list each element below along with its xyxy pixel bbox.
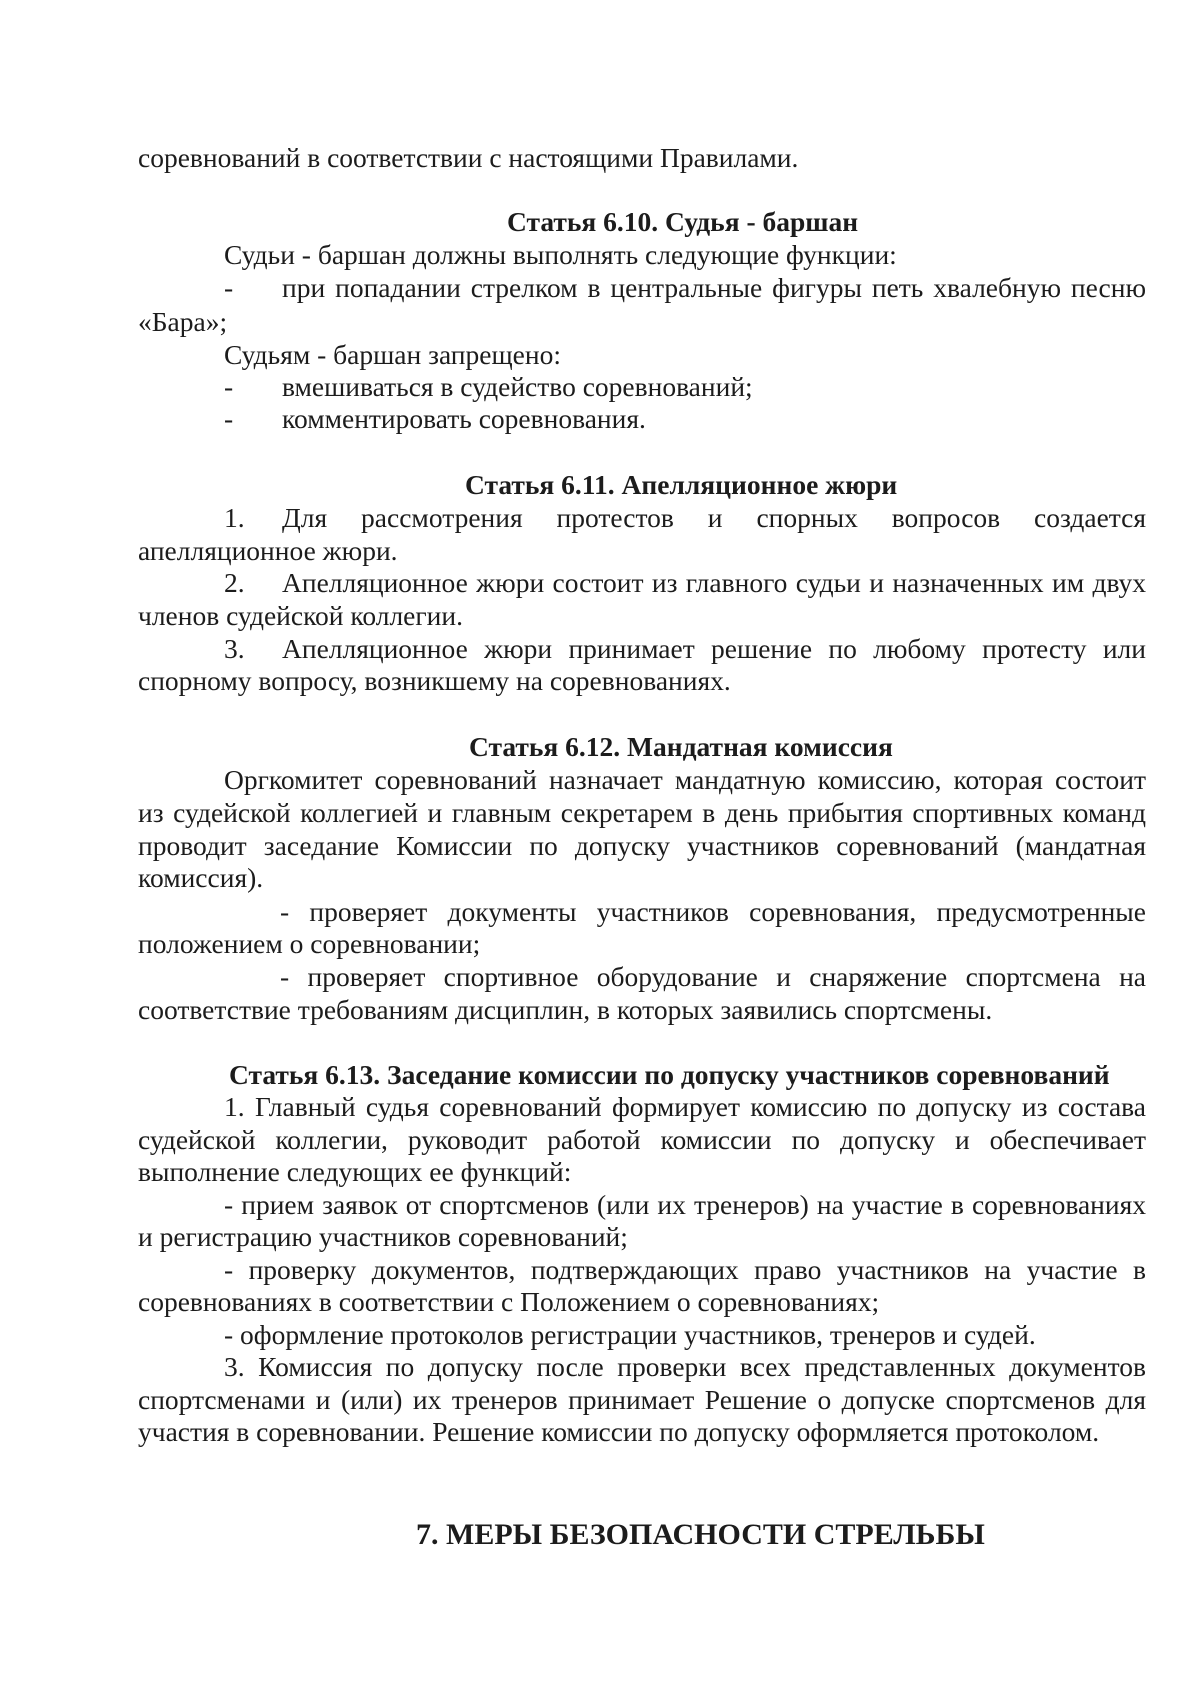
paragraph-line: Судьям - баршан запрещено: [224,339,561,370]
paragraph-line: «Бара»; [138,306,228,337]
list-item-text: Апелляционное жюри состоит из главного судьи и назначенных им двух [282,567,1146,598]
list-dash: - [224,371,234,402]
paragraph-line: Оргкомитет соревнований назначает мандатную комиссию, которая состоит [224,764,1146,795]
paragraph-line: соревнованиях в соответствии с Положением о соревнованиях; [138,1286,880,1317]
paragraph-line: - проверяет документы участников соревнования, предусмотренные [280,896,1146,927]
paragraph-line: соответствие требованиям дисциплин, в которых заявились спортсмены. [138,994,993,1025]
paragraph-line: апелляционное жюри. [138,535,398,566]
paragraph-line: - прием заявок от спортсменов (или их тренеров) на участие в соревнованиях [224,1189,1146,1220]
list-number: 3. [224,633,245,664]
paragraph-line: выполнение следующих ее функций: [138,1156,572,1187]
paragraph-line: из судейской коллегией и главным секретарем в день прибытия спортивных команд [138,797,1146,828]
paragraph-line: - оформление протоколов регистрации участников, тренеров и судей. [224,1319,1036,1350]
paragraph-line: проводит заседание Комиссии по допуску участников соревнований (мандатная [138,830,1146,861]
list-item-text: вмешиваться в судейство соревнований; [282,371,753,402]
list-number: 2. [224,567,245,598]
section-heading-7: 7. МЕРЫ БЕЗОПАСНОСТИ СТРЕЛЬБЫ [416,1518,985,1551]
paragraph-line: участия в соревновании. Решение комиссии по допуску оформляется протоколом. [138,1416,1100,1447]
list-item-text: при попадании стрелком в центральные фигуры петь хвалебную песню [282,272,1146,303]
list-item-text: Апелляционное жюри принимает решение по любому протесту или [282,633,1146,664]
paragraph-line: комиссия). [138,862,264,893]
paragraph-line: членов судейской коллегии. [138,600,463,631]
list-number: 1. [224,502,245,533]
list-item-text: Для рассмотрения протестов и спорных вопросов создается [282,502,1146,533]
paragraph-line: судейской коллегии, руководит работой комиссии по допуску и обеспечивает [138,1124,1146,1155]
paragraph-line: соревнований в соответствии с настоящими Правилами. [138,142,799,173]
paragraph-line: - проверяет спортивное оборудование и снаряжение спортсмена на [280,961,1146,992]
article-heading-6-12: Статья 6.12. Мандатная комиссия [469,731,893,762]
article-heading-6-13: Статья 6.13. Заседание комиссии по допуску участников соревнований [229,1059,1110,1090]
paragraph-line: положением о соревновании; [138,928,481,959]
list-dash: - [224,403,234,434]
paragraph-line: и регистрацию участников соревнований; [138,1221,628,1252]
list-item-text: комментировать соревнования. [282,403,646,434]
article-heading-6-11: Статья 6.11. Апелляционное жюри [465,469,898,500]
paragraph-line: спортсменами и (или) их тренеров принимает Решение о допуске спортсменов для [138,1384,1146,1415]
article-heading-6-10: Статья 6.10. Судья - баршан [507,206,859,237]
list-dash: - [224,272,234,303]
paragraph-line: 3. Комиссия по допуску после проверки всех представленных документов [224,1351,1146,1382]
paragraph-line: Судьи - баршан должны выполнять следующие функции: [224,239,897,270]
paragraph-line: спорному вопросу, возникшему на соревнованиях. [138,665,731,696]
paragraph-line: - проверку документов, подтверждающих право участников на участие в [224,1254,1146,1285]
paragraph-line: 1. Главный судья соревнований формирует комиссию по допуску из состава [224,1091,1146,1122]
